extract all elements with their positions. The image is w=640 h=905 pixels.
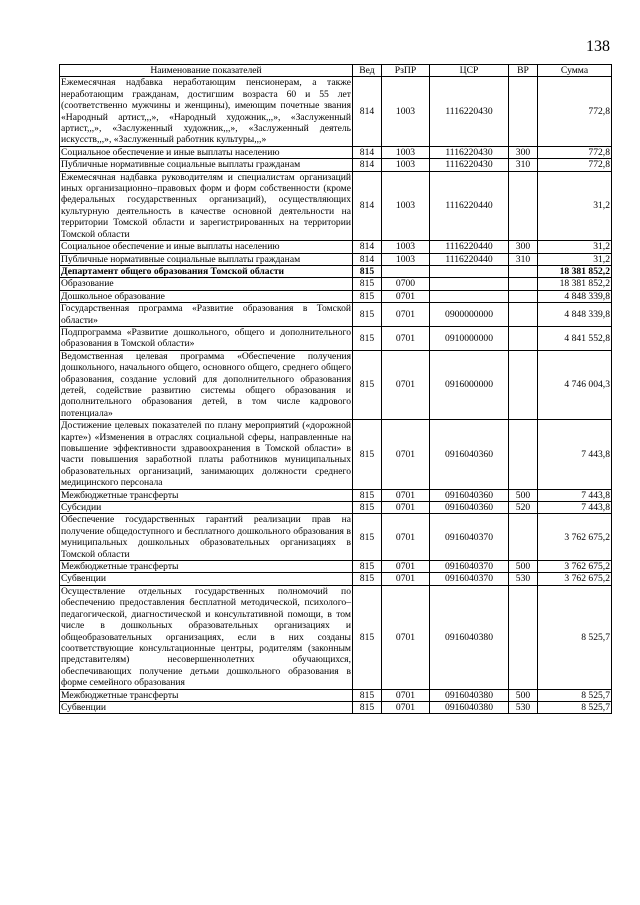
header-ved: Вед <box>353 65 382 77</box>
table-row <box>60 253 612 265</box>
cell-rzpr: 0701 <box>382 502 430 514</box>
cell-vr <box>509 265 538 277</box>
table-row <box>60 265 612 277</box>
cell-name: Департамент общего образования Томской области <box>60 265 353 277</box>
cell-sum: 8 525,7 <box>538 689 612 701</box>
header-csr: ЦСР <box>430 65 509 77</box>
cell-rzpr: 0701 <box>382 290 430 302</box>
cell-ved: 814 <box>353 146 382 158</box>
cell-sum: 3 762 675,2 <box>538 561 612 573</box>
table-row <box>60 326 612 350</box>
cell-vr <box>509 77 538 146</box>
cell-ved: 815 <box>353 502 382 514</box>
cell-sum: 772,8 <box>538 159 612 171</box>
cell-name: Ежемесячная надбавка руководителям и специалистам организаций иных организационно–правовых форм и форм собственности (кроме федеральных государственных организаций), осуществляющих культурную деятельность в качестве основной деятельности на территории Томской области и зарегистрированных на территории Томской области <box>61 171 351 240</box>
cell-name: Образование <box>60 278 353 290</box>
cell-sum: 4 841 552,8 <box>538 326 612 350</box>
table-row <box>60 159 612 171</box>
cell-rzpr: 1003 <box>382 241 430 253</box>
table-row <box>60 689 612 701</box>
cell-sum: 772,8 <box>538 146 612 158</box>
cell-ved: 815 <box>353 689 382 701</box>
cell-vr <box>509 326 538 350</box>
cell-name: Подпрограмма «Развитие дошкольного, общего и дополнительного образования в Томской области» <box>61 326 351 350</box>
cell-vr: 300 <box>509 146 538 158</box>
cell-sum: 3 762 675,2 <box>538 573 612 585</box>
cell-rzpr <box>382 265 430 277</box>
cell-sum: 18 381 852,2 <box>538 265 612 277</box>
cell-vr: 310 <box>509 159 538 171</box>
table-row <box>60 290 612 302</box>
cell-name: Государственная программа «Развитие образования в Томской области» <box>61 303 351 326</box>
table-header-row <box>60 65 612 77</box>
cell-vr: 500 <box>509 689 538 701</box>
cell-csr: 0916040380 <box>430 585 509 689</box>
cell-ved: 815 <box>353 420 382 489</box>
cell-sum: 8 525,7 <box>538 585 612 689</box>
cell-vr <box>509 278 538 290</box>
cell-name: Достижение целевых показателей по плану мероприятий («дорожной карте») «Изменения в отраслях социальной сферы, направленные на повышение эффективности здравоохранения в Томской области» в части повышения заработной платы работников муниципальных образовательных организаций, занимающих должности среднего медицинского персонала <box>61 420 351 489</box>
header-rzpr: РзПР <box>382 65 430 77</box>
table-row <box>60 573 612 585</box>
cell-ved: 815 <box>353 326 382 350</box>
cell-name: Межбюджетные трансферты <box>60 561 353 573</box>
cell-rzpr: 0701 <box>382 350 430 419</box>
cell-name: Публичные нормативные социальные выплаты гражданам <box>60 253 353 265</box>
table-row <box>60 146 612 158</box>
cell-rzpr: 0701 <box>382 326 430 350</box>
cell-rzpr: 1003 <box>382 171 430 240</box>
cell-rzpr: 0700 <box>382 278 430 290</box>
table-row <box>60 278 612 290</box>
cell-csr: 0916040360 <box>430 489 509 501</box>
cell-rzpr: 1003 <box>382 146 430 158</box>
cell-csr: 0916040370 <box>430 561 509 573</box>
cell-rzpr: 0701 <box>382 514 430 561</box>
cell-vr <box>509 585 538 689</box>
cell-vr: 520 <box>509 502 538 514</box>
table-row <box>60 585 612 689</box>
cell-csr: 0916040370 <box>430 573 509 585</box>
cell-rzpr: 0701 <box>382 585 430 689</box>
cell-name: Осуществление отдельных государственных полномочий по обеспечению предоставления бесплатной методической, психолого–педагогической, диагностической и консультативной помощи, в том числе в дошкольных образовательных организациях и общеобразовательных организациях, если в них созданы соответствующие консультационные центры, родителям (законным представителям) несовершеннолетних обучающихся, обеспечивающих получение детьми дошкольного образования в форме семейного образования <box>61 585 351 689</box>
cell-ved: 814 <box>353 159 382 171</box>
cell-csr: 1116220440 <box>430 241 509 253</box>
table-row <box>60 514 612 561</box>
cell-vr: 500 <box>509 489 538 501</box>
cell-vr <box>509 290 538 302</box>
cell-name: Ежемесячная надбавка неработающим пенсионерам, а также неработающим гражданам, достигшим возраста 60 и 55 лет (соответственно мужчины и женщины), имеющим почетные звания «Народный артист,,,», «Народный художник,,,», «Заслуженный артист,,,», «Заслуженный художник,,,», «Заслуженный деятель искусств,,,», «Заслуженный работник культуры,,,» <box>61 77 351 146</box>
cell-rzpr: 0701 <box>382 689 430 701</box>
cell-sum: 4 848 339,8 <box>538 303 612 327</box>
cell-csr: 0916040360 <box>430 420 509 489</box>
cell-ved: 815 <box>353 265 382 277</box>
cell-vr: 300 <box>509 241 538 253</box>
cell-csr: 0916040370 <box>430 514 509 561</box>
cell-name: Дошкольное образование <box>60 290 353 302</box>
table-row <box>60 420 612 489</box>
cell-name: Субсидии <box>60 502 353 514</box>
cell-csr: 1116220440 <box>430 253 509 265</box>
cell-rzpr: 0701 <box>382 561 430 573</box>
table-row <box>60 171 612 240</box>
cell-sum: 4 848 339,8 <box>538 290 612 302</box>
cell-vr <box>509 171 538 240</box>
table-row <box>60 303 612 327</box>
cell-name: Субвенции <box>60 701 353 713</box>
cell-ved: 814 <box>353 77 382 146</box>
table-row <box>60 77 612 146</box>
cell-csr <box>430 278 509 290</box>
cell-sum: 8 525,7 <box>538 701 612 713</box>
table-row <box>60 502 612 514</box>
cell-csr: 0900000000 <box>430 303 509 327</box>
cell-ved: 815 <box>353 290 382 302</box>
cell-csr: 0916040380 <box>430 701 509 713</box>
cell-vr <box>509 514 538 561</box>
cell-rzpr: 1003 <box>382 77 430 146</box>
cell-csr: 0916000000 <box>430 350 509 419</box>
cell-vr: 500 <box>509 561 538 573</box>
budget-table <box>59 64 612 714</box>
cell-csr: 0916040380 <box>430 689 509 701</box>
table-row <box>60 701 612 713</box>
cell-rzpr: 0701 <box>382 701 430 713</box>
cell-sum: 31,2 <box>538 241 612 253</box>
cell-ved: 815 <box>353 561 382 573</box>
cell-ved: 815 <box>353 701 382 713</box>
cell-ved: 814 <box>353 253 382 265</box>
cell-rzpr: 1003 <box>382 253 430 265</box>
cell-name: Публичные нормативные социальные выплаты гражданам <box>60 159 353 171</box>
cell-csr <box>430 290 509 302</box>
cell-csr: 1116220440 <box>430 171 509 240</box>
cell-name: Социальное обеспечение и иные выплаты населению <box>60 146 353 158</box>
cell-name: Социальное обеспечение и иные выплаты населению <box>60 241 353 253</box>
table-row <box>60 561 612 573</box>
cell-csr: 1116220430 <box>430 159 509 171</box>
table-row <box>60 489 612 501</box>
cell-csr: 1116220430 <box>430 146 509 158</box>
cell-ved: 815 <box>353 573 382 585</box>
cell-vr: 530 <box>509 573 538 585</box>
cell-name: Обеспечение государственных гарантий реализации прав на получение общедоступного и бесплатного дошкольного образования в муниципальных дошкольных образовательных организациях в Томской области <box>61 514 351 560</box>
cell-ved: 815 <box>353 585 382 689</box>
cell-ved: 815 <box>353 514 382 561</box>
header-sum: Сумма <box>538 65 612 77</box>
cell-vr <box>509 303 538 327</box>
cell-sum: 7 443,8 <box>538 420 612 489</box>
cell-ved: 815 <box>353 303 382 327</box>
cell-rzpr: 0701 <box>382 303 430 327</box>
cell-sum: 18 381 852,2 <box>538 278 612 290</box>
cell-csr: 0916040360 <box>430 502 509 514</box>
cell-sum: 7 443,8 <box>538 502 612 514</box>
cell-sum: 4 746 004,3 <box>538 350 612 419</box>
cell-ved: 814 <box>353 241 382 253</box>
cell-ved: 815 <box>353 489 382 501</box>
cell-name: Межбюджетные трансферты <box>60 689 353 701</box>
cell-csr <box>430 265 509 277</box>
cell-csr: 1116220430 <box>430 77 509 146</box>
cell-sum: 3 762 675,2 <box>538 514 612 561</box>
cell-sum: 31,2 <box>538 253 612 265</box>
page-number: 138 <box>586 38 610 55</box>
cell-ved: 814 <box>353 171 382 240</box>
table-body <box>60 77 612 714</box>
cell-rzpr: 0701 <box>382 489 430 501</box>
header-name: Наименование показателей <box>60 65 353 77</box>
cell-vr <box>509 350 538 419</box>
cell-vr: 530 <box>509 701 538 713</box>
cell-csr: 0910000000 <box>430 326 509 350</box>
cell-sum: 31,2 <box>538 171 612 240</box>
cell-ved: 815 <box>353 278 382 290</box>
cell-name: Ведомственная целевая программа «Обеспечение получения дошкольного, начального общего, основного общего, среднего общего образования, создание условий для дополнительного образования детей, содействие развитию системы общего образования и дополнительного образования детей, в том числе кадрового потенциала» <box>61 350 351 419</box>
table-row <box>60 241 612 253</box>
cell-sum: 7 443,8 <box>538 489 612 501</box>
cell-ved: 815 <box>353 350 382 419</box>
cell-rzpr: 0701 <box>382 573 430 585</box>
cell-name: Субвенции <box>60 573 353 585</box>
cell-vr: 310 <box>509 253 538 265</box>
table-row <box>60 350 612 419</box>
cell-rzpr: 1003 <box>382 159 430 171</box>
header-vr: ВР <box>509 65 538 77</box>
cell-name: Межбюджетные трансферты <box>60 489 353 501</box>
cell-rzpr: 0701 <box>382 420 430 489</box>
cell-vr <box>509 420 538 489</box>
cell-sum: 772,8 <box>538 77 612 146</box>
